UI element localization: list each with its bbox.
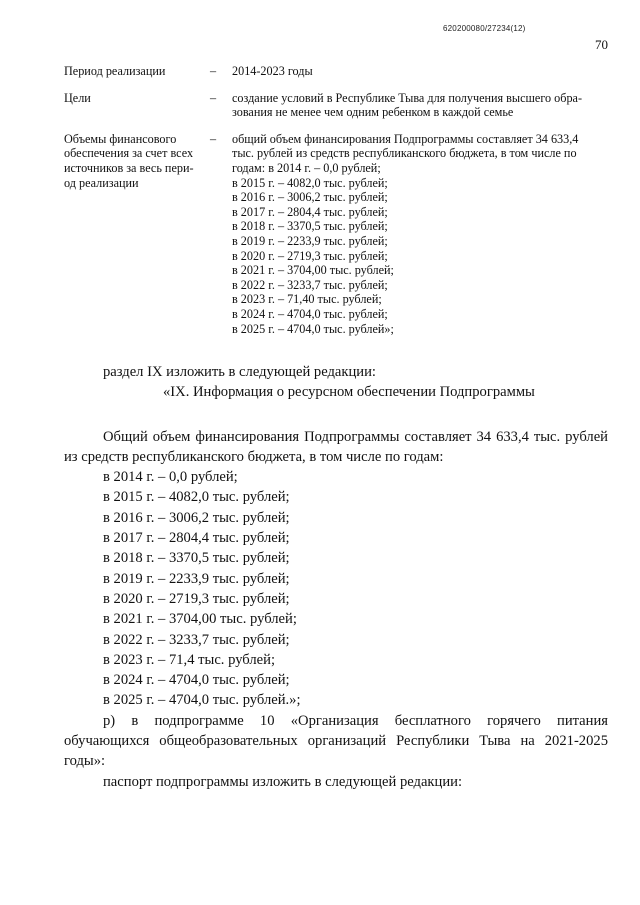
page-number: 70 xyxy=(595,37,608,52)
value-line: в 2020 г. – 2719,3 тыс. рублей; xyxy=(232,248,388,263)
value-line: зования не менее чем одним ребенком в каждой семье xyxy=(232,105,514,120)
label-line: Объемы финансового xyxy=(64,131,177,146)
list-item: в 2025 г. – 4704,0 тыс. рублей.»; xyxy=(103,692,301,709)
value-line: в 2025 г. – 4704,0 тыс. рублей»; xyxy=(232,321,394,336)
label-line: источников за весь пери- xyxy=(64,160,194,175)
list-item: в 2019 г. – 2233,9 тыс. рублей; xyxy=(103,570,290,587)
value-line: создание условий в Республике Тыва для получения высшего обра- xyxy=(232,90,583,105)
value-line: в 2015 г. – 4082,0 тыс. рублей; xyxy=(232,175,388,190)
passport-label xyxy=(64,132,210,190)
section-heading: «IX. Информация о ресурсном обеспечении Подпрограммы xyxy=(163,384,535,401)
closing-line: паспорт подпрограммы изложить в следующей редакции: xyxy=(103,773,463,790)
dash-separator: – xyxy=(210,131,217,146)
value-line: в 2017 г. – 2804,4 тыс. рублей; xyxy=(232,204,388,219)
passport-value xyxy=(232,132,616,336)
passport-label: Период реализации xyxy=(64,64,166,78)
list-item: в 2017 г. – 2804,4 тыс. рублей; xyxy=(103,530,290,547)
list-item: в 2024 г. – 4704,0 тыс. рублей; xyxy=(103,672,290,689)
passport-value xyxy=(232,64,616,79)
document-code: 620200080/27234(12) xyxy=(443,24,526,33)
value-line: в 2016 г. – 3006,2 тыс. рублей; xyxy=(232,190,388,205)
value-line: в 2024 г. – 4704,0 тыс. рублей; xyxy=(232,306,388,321)
intro-line: раздел IX изложить в следующей редакции: xyxy=(103,364,376,380)
passport-label: Цели xyxy=(64,90,91,105)
value-line: в 2022 г. – 3233,7 тыс. рублей; xyxy=(232,277,388,292)
label-line: од реализации xyxy=(64,175,139,190)
value-line: тыс. рублей из средств республиканского бюджета, в том числе по xyxy=(232,146,577,161)
list-item: в 2021 г. – 3704,00 тыс. рублей; xyxy=(103,611,297,628)
passport-table xyxy=(64,64,616,348)
value-line: общий объем финансирования Подпрограммы составляет 34 633,4 xyxy=(232,131,579,146)
passport-value xyxy=(232,91,616,120)
list-item: в 2018 г. – 3370,5 тыс. рублей; xyxy=(103,550,290,567)
list-item: в 2016 г. – 3006,2 тыс. рублей; xyxy=(103,509,290,526)
value-line: годам: в 2014 г. – 0,0 рублей; xyxy=(232,160,381,175)
total-funding-paragraph: Общий объем финансирования Подпрограммы составляет 34 633,4 тыс. рублей из средств республиканского бюджета, в том числе по годам: xyxy=(64,428,608,465)
value-line: в 2018 г. – 3370,5 тыс. рублей; xyxy=(232,219,388,234)
year-funding-list xyxy=(103,467,640,711)
list-item: в 2022 г. – 3233,7 тыс. рублей; xyxy=(103,631,290,648)
value-line: 2014-2023 годы xyxy=(232,64,313,78)
value-line: в 2021 г. – 3704,00 тыс. рублей; xyxy=(232,263,394,278)
list-item: в 2023 г. – 71,4 тыс. рублей; xyxy=(103,651,275,668)
value-line: в 2023 г. – 71,40 тыс. рублей; xyxy=(232,292,382,307)
document-body xyxy=(0,362,640,792)
list-item: в 2014 г. – 0,0 рублей; xyxy=(103,469,238,486)
passport-row-period xyxy=(64,64,616,79)
dash-separator: – xyxy=(210,90,217,105)
dash-separator: – xyxy=(210,64,217,78)
value-line: в 2019 г. – 2233,9 тыс. рублей; xyxy=(232,233,388,248)
passport-row-goals xyxy=(64,91,616,120)
subprogram-paragraph: р) в подпрограмме 10 «Организация бесплатного горячего питания обучающихся общеобразовательных организаций Республики Тыва на 2021-2025 годы»: xyxy=(64,712,608,770)
passport-row-funding xyxy=(64,132,616,336)
label-line: обеспечения за счет всех xyxy=(64,146,194,161)
list-item: в 2015 г. – 4082,0 тыс. рублей; xyxy=(103,489,290,506)
list-item: в 2020 г. – 2719,3 тыс. рублей; xyxy=(103,590,290,607)
